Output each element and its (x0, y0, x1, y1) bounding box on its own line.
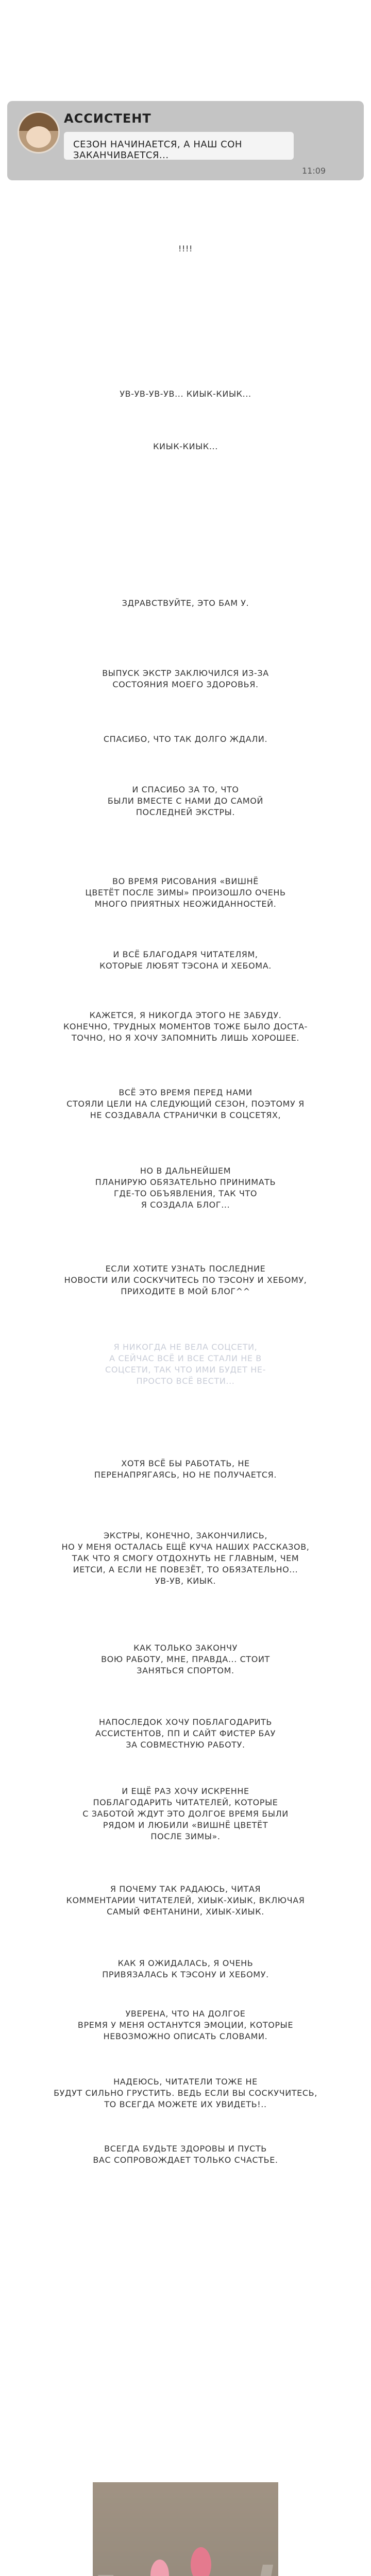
text-block: КАЖЕТСЯ, Я НИКОГДА ЭТОГО НЕ ЗАБУДУ. КОНЕЧНО, ТРУДНЫХ МОМЕНТОВ ТОЖЕ БЫЛО ДОСТА- ТОЧНО, НО Я ХОЧУ ЗАПОМНИТЬ ЛИШЬ ХОРОШЕЕ. (63, 1010, 308, 1043)
text-block: !!!! (178, 244, 193, 253)
text-block: ВСЕГДА БУДЬТЕ ЗДОРОВЫ И ПУСТЬ ВАС СОПРОВОЖДАЕТ ТОЛЬКО СЧАСТЬЕ. (93, 2144, 278, 2165)
avatar (18, 111, 60, 154)
flower-basket-photo (93, 2482, 278, 2576)
text-block: НАДЕЮСЬ, ЧИТАТЕЛИ ТОЖЕ НЕ БУДУТ СИЛЬНО ГРУСТИТЬ. ВЕДЬ ЕСЛИ ВЫ СОСКУЧИТЕСЬ, ТО ВСЕГДА МОЖЕТЕ ИХ УВИДЕТЬ!.. (54, 2077, 317, 2109)
text-block: ЭКСТРЫ, КОНЕЧНО, ЗАКОНЧИЛИСЬ, НО У МЕНЯ ОСТАЛАСЬ ЕЩЁ КУЧА НАШИХ РАССКАЗОВ, ТАК ЧТО Я СМОГУ ОТДОХНУТЬ НЕ ГЛАВНЫМ, ЧЕМ ИЕТСИ, А ЕСЛИ НЕ ПОВЕЗЁТ, ТО ОБЯЗАТЕЛЬНО... УВ-УВ, КИЫК. (61, 1531, 310, 1586)
text-block: ВЫПУСК ЭКСТР ЗАКЛЮЧИЛСЯ ИЗ-ЗА СОСТОЯНИЯ МОЕГО ЗДОРОВЬЯ. (102, 668, 269, 689)
text-block: ЕСЛИ ХОТИТЕ УЗНАТЬ ПОСЛЕДНИЕ НОВОСТИ ИЛИ СОСКУЧИТЕСЬ ПО ТЭСОНУ И ХЕБОМУ, ПРИХОДИТЕ В МОЙ БЛОГ^^ (64, 1264, 307, 1296)
text-block: КАК ТОЛЬКО ЗАКОНЧУ ВОЮ РАБОТУ, МНЕ, ПРАВДА... СТОИТ ЗАНЯТЬСЯ СПОРТОМ. (101, 1643, 270, 1675)
faint-text-block: Я НИКОГДА НЕ ВЕЛА СОЦСЕТИ, А СЕЙЧАС ВСЁ И ВСЕ СТАЛИ НЕ В СОЦСЕТИ, ТАК ЧТО ИМИ БУДЕТ НЕ- ПРОСТО ВСЁ ВЕСТИ... (105, 1342, 266, 1386)
text-block: НАПОСЛЕДОК ХОЧУ ПОБЛАГОДАРИТЬ АССИСТЕНТОВ, ПП И САЙТ ФИСТЕР БАУ ЗА СОВМЕСТНУЮ РАБОТУ. (95, 1717, 276, 1750)
chat-sender-name: АССИСТЕНТ (64, 111, 151, 126)
chat-time: 11:09 (302, 166, 326, 176)
text-block: И ЕЩЁ РАЗ ХОЧУ ИСКРЕННЕ ПОБЛАГОДАРИТЬ ЧИТАТЕЛЕЙ, КОТОРЫЕ С ЗАБОТОЙ ЖДУТ ЭТО ДОЛГОЕ ВРЕМЯ БЫЛИ РЯДОМ И ЛЮБИЛИ «ВИШНЁ ЦВЕТЁТ ПОСЛЕ ЗИМЫ». (82, 1786, 289, 1841)
text-block: ЗДРАВСТВУЙТЕ, ЭТО БАМ У. (122, 598, 249, 608)
chat-message-block (7, 101, 364, 180)
text-block: И ВСЁ БЛАГОДАРЯ ЧИТАТЕЛЯМ, КОТОРЫЕ ЛЮБЯТ ТЭСОНА И ХЕБОМА. (99, 950, 272, 971)
text-block: КАК Я ОЖИДАЛАСЬ, Я ОЧЕНЬ ПРИВЯЗАЛАСЬ К ТЭСОНУ И ХЕБОМУ. (102, 1958, 269, 1979)
text-block: ХОТЯ ВСЁ БЫ РАБОТАТЬ, НЕ ПЕРЕНАПРЯГАЯСЬ, НО НЕ ПОЛУЧАЕТСЯ. (94, 1459, 277, 1480)
text-block: УВ-УВ-УВ-УВ... КИЫК-КИЫК... (120, 389, 251, 399)
text-block: ВО ВРЕМЯ РИСОВАНИЯ «ВИШНЁ ЦВЕТЁТ ПОСЛЕ ЗИМЫ» ПРОИЗОШЛО ОЧЕНЬ МНОГО ПРИЯТНЫХ НЕОЖИДАННОСТЕЙ. (85, 876, 286, 909)
text-block: УВЕРЕНА, ЧТО НА ДОЛГОЕ ВРЕМЯ У МЕНЯ ОСТАНУТСЯ ЭМОЦИИ, КОТОРЫЕ НЕВОЗМОЖНО ОПИСАТЬ СЛОВАМИ. (77, 2009, 294, 2041)
text-block: И СПАСИБО ЗА ТО, ЧТО БЫЛИ ВМЕСТЕ С НАМИ ДО САМОЙ ПОСЛЕДНЕЙ ЭКСТРЫ. (107, 785, 264, 817)
text-block: СПАСИБО, ЧТО ТАК ДОЛГО ЖДАЛИ. (103, 734, 268, 744)
text-block: НО В ДАЛЬНЕЙШЕМ ПЛАНИРУЮ ОБЯЗАТЕЛЬНО ПРИНИМАТЬ ГДЕ-ТО ОБЪЯВЛЕНИЯ, ТАК ЧТО Я СОЗДАЛА БЛОГ... (95, 1166, 276, 1210)
chat-bubble: СЕЗОН НАЧИНАЕТСЯ, А НАШ СОН ЗАКАНЧИВАЕТСЯ... (64, 132, 294, 160)
text-block: ВСЁ ЭТО ВРЕМЯ ПЕРЕД НАМИ СТОЯЛИ ЦЕЛИ НА СЛЕДУЮЩИЙ СЕЗОН, ПОЭТОМУ Я НЕ СОЗДАВАЛА СТРАНИЧКИ В СОЦСЕТЯХ, (66, 1088, 305, 1120)
text-block: КИЫК-КИЫК... (153, 442, 218, 451)
text-block: Я ПОЧЕМУ ТАК РАДАЮСЬ, ЧИТАЯ КОММЕНТАРИИ ЧИТАТЕЛЕЙ, ХИЫК-ХИЫК, ВКЛЮЧАЯ САМЫЙ ФЕНТАНИНИ, ХИЫК-ХИЫК. (66, 1884, 305, 1917)
